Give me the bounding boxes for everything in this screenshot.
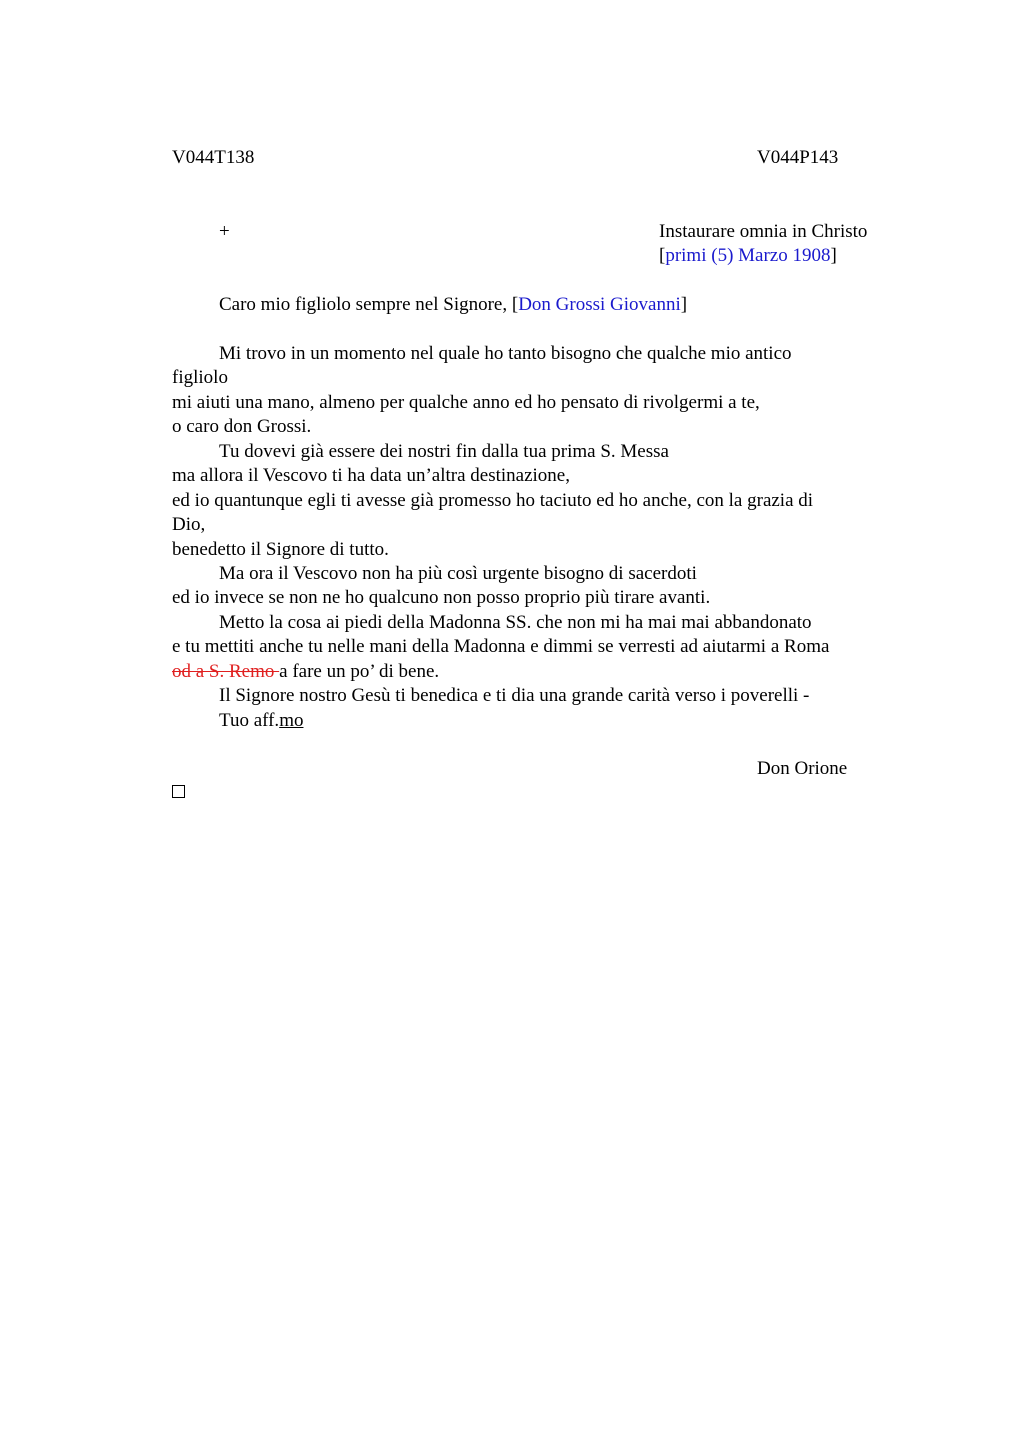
motto: Instaurare omnia in Christo [659, 221, 868, 242]
body-line: ed io invece se non ne ho qualcuno non posso proprio più tirare avanti. [172, 587, 711, 608]
signature: Don Orione [757, 758, 848, 779]
blessing: Il Signore nostro Gesù ti benedica e ti dia una grande carità verso i poverelli - [219, 685, 810, 706]
date-bracket-close: ] [830, 245, 837, 266]
recipient-bracket-open: [ [511, 294, 519, 315]
deleted-text: od a S. Remo [172, 661, 280, 682]
body-line: Mi trovo in un momento nel quale ho tanto bisogno che qualche mio antico [219, 343, 792, 364]
recipient-bracket-close: ] [680, 294, 688, 315]
box-symbol [172, 785, 185, 798]
date-text: primi (5) Marzo 1908 [665, 245, 831, 266]
body-line: mi aiuti una mano, almeno per qualche anno ed ho pensato di rivolgermi a te, [172, 392, 760, 413]
body-line: figliolo [172, 367, 228, 388]
body-line: Ma ora il Vescovo non ha più così urgente bisogno di sacerdoti [219, 563, 697, 584]
body-line: e tu mettiti anche tu nelle mani della Madonna e dimmi se verresti ad aiutarmi a Roma [172, 636, 830, 657]
closing [219, 709, 303, 733]
document-code-right: V044P143 [757, 147, 839, 168]
body-line-with-deletion [172, 660, 439, 684]
date-bracket-open: [ [659, 245, 666, 266]
salutation [219, 293, 687, 317]
body-line: Dio, [172, 514, 206, 535]
body-line: benedetto il Signore di tutto. [172, 539, 389, 560]
body-line: o caro don Grossi. [172, 416, 312, 437]
closing-suffix: mo [279, 710, 304, 731]
closing-text: Tuo aff. [219, 710, 280, 731]
body-line: ed io quantunque egli ti avesse già promesso ho taciuto ed ho anche, con la grazia di [172, 490, 814, 511]
body-line: Tu dovevi già essere dei nostri fin dalla tua prima S. Messa [219, 441, 669, 462]
letter-date [659, 244, 837, 268]
body-line-rest: a fare un po’ di bene. [279, 661, 440, 682]
document-code-left: V044T138 [172, 147, 255, 168]
salutation-text: Caro mio figliolo sempre nel Signore, [219, 294, 512, 315]
body-line: Metto la cosa ai piedi della Madonna SS. che non mi ha mai mai abbandonato [219, 612, 812, 633]
body-line: ma allora il Vescovo ti ha data un’altra destinazione, [172, 465, 570, 486]
recipient-name: Don Grossi Giovanni [518, 294, 681, 315]
cross-symbol: + [219, 221, 230, 242]
